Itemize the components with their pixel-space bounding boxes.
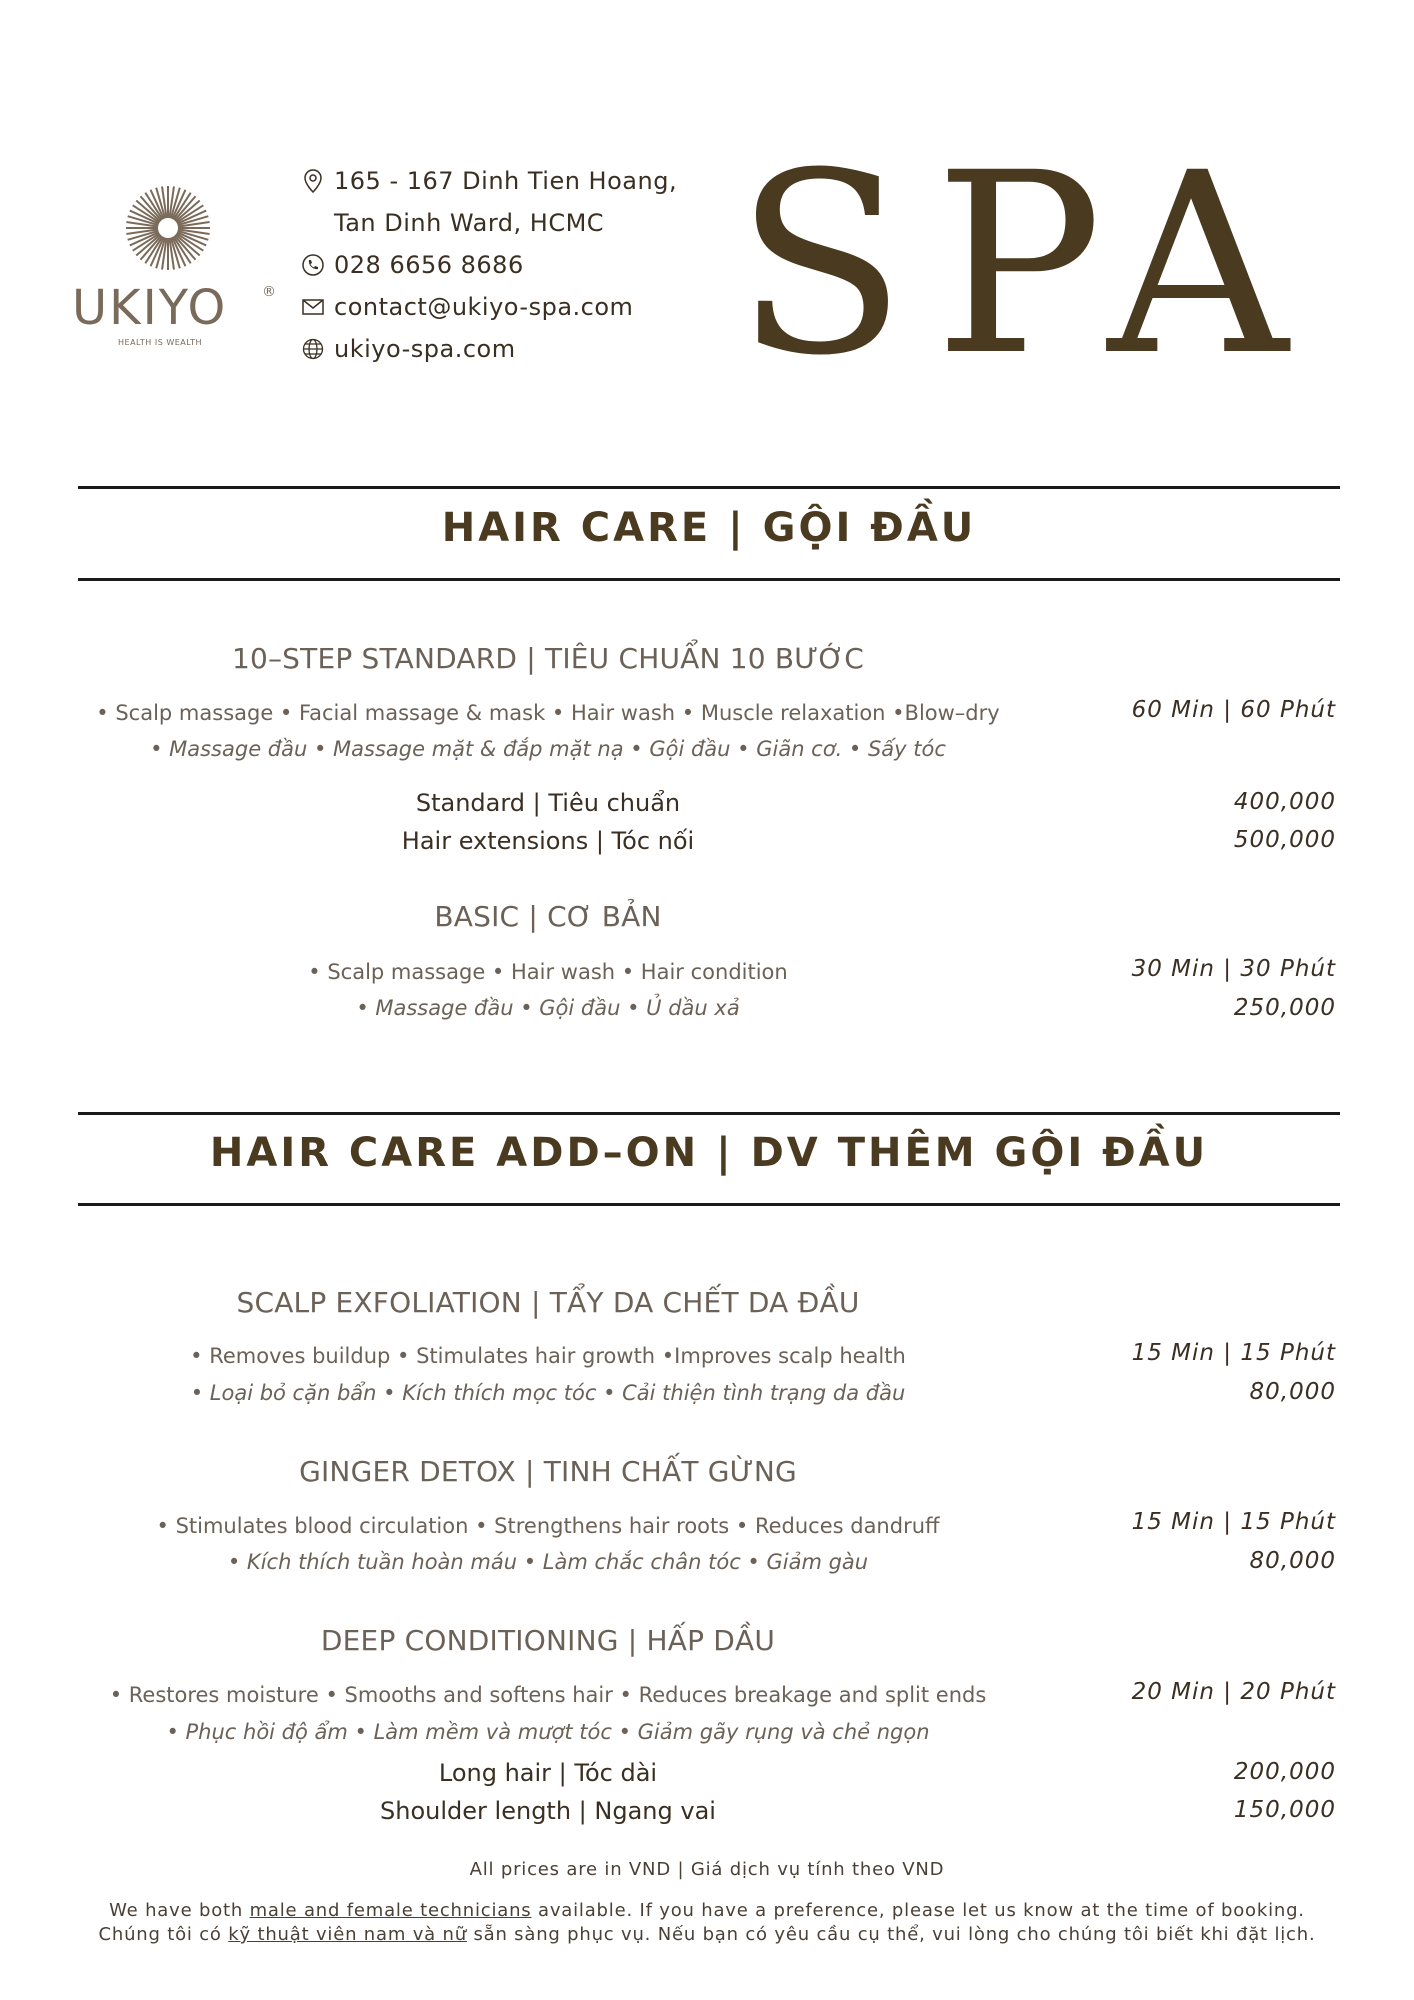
brand-tagline: HEALTH IS WEALTH (118, 338, 203, 347)
price-option-label: Standard | Tiêu chuẩn (415, 789, 681, 817)
technician-highlight: kỹ thuật viên nam và nữ (228, 1924, 467, 1945)
service-desc-en: • Removes buildup • Stimulates hair growth •Improves scalp health (190, 1344, 906, 1368)
technician-note-en: We have both male and female technicians available. If you have a preference, please let us know at the time of booking. (109, 1900, 1305, 1921)
service-desc-en: • Stimulates blood circulation • Strengthens hair roots • Reduces dandruff (156, 1514, 940, 1538)
service-duration: 60 Min | 60 Phút (1131, 697, 1336, 723)
service-desc-vi: • Kích thích tuần hoàn máu • Làm chắc chân tóc • Giảm gàu (227, 1550, 869, 1574)
divider (78, 578, 1340, 581)
service-duration: 30 Min | 30 Phút (1131, 956, 1336, 982)
brand-logo (60, 180, 290, 350)
phone-line (300, 244, 677, 286)
globe-icon (300, 338, 326, 360)
service-price: 250,000 (1233, 995, 1336, 1021)
sunburst-icon (60, 180, 290, 280)
technician-highlight: male and female technicians (249, 1900, 532, 1921)
brand-name: UKIYO (72, 280, 228, 336)
phone-icon (300, 254, 326, 276)
technician-note-vi: Chúng tôi có kỹ thuật viên nam và nữ sẵn sàng phục vụ. Nếu bạn có yêu cầu cụ thể, vui lòng cho chúng tôi biết khi đặt lịch. (98, 1924, 1316, 1945)
price-option-value: 200,000 (1233, 1759, 1336, 1785)
registered-mark: ® (262, 284, 276, 300)
service-duration: 15 Min | 15 Phút (1131, 1340, 1336, 1366)
phone-number[interactable]: 028 6656 8686 (334, 251, 524, 279)
divider (78, 486, 1340, 489)
service-price: 80,000 (1249, 1379, 1336, 1405)
price-option-label: Hair extensions | Tóc nối (401, 827, 695, 855)
address-line-2: Tan Dinh Ward, HCMC (334, 209, 605, 237)
price-option-value: 400,000 (1233, 789, 1336, 815)
service-desc-vi: • Massage đầu • Gội đầu • Ủ dầu xả (356, 996, 740, 1020)
service-title: BASIC | CƠ BẢN (434, 900, 662, 933)
service-desc-en: • Restores moisture • Smooths and softens hair • Reduces breakage and split ends (109, 1683, 987, 1707)
website-line (300, 328, 677, 370)
service-desc-en: • Scalp massage • Facial massage & mask • Hair wash • Muscle relaxation •Blow–dry (96, 701, 1000, 725)
price-option-value: 150,000 (1233, 1797, 1336, 1823)
service-duration: 15 Min | 15 Phút (1131, 1509, 1336, 1535)
service-duration: 20 Min | 20 Phút (1131, 1679, 1336, 1705)
mail-icon (300, 299, 326, 315)
service-title: 10–STEP STANDARD | TIÊU CHUẨN 10 BƯỚC (231, 642, 865, 675)
divider (78, 1203, 1340, 1206)
page-title: SPA (735, 119, 1317, 410)
price-option-label: Long hair | Tóc dài (438, 1759, 658, 1787)
service-desc-vi: • Loại bỏ cặn bẩn • Kích thích mọc tóc • Cải thiện tình trạng da đầu (190, 1381, 906, 1405)
service-title: GINGER DETOX | TINH CHẤT GỪNG (299, 1455, 797, 1488)
email-link[interactable]: contact@ukiyo-spa.com (334, 293, 634, 321)
service-title: SCALP EXFOLIATION | TẨY DA CHẾT DA ĐẦU (236, 1286, 860, 1319)
location-pin-icon (300, 169, 326, 193)
service-desc-en: • Scalp massage • Hair wash • Hair condition (308, 960, 788, 984)
service-price: 80,000 (1249, 1548, 1336, 1574)
currency-note: All prices are in VND | Giá dịch vụ tính theo VND (469, 1859, 945, 1880)
service-desc-vi: • Phục hồi độ ẩm • Làm mềm và mượt tóc • Giảm gãy rụng và chẻ ngọn (166, 1720, 930, 1744)
section-heading-hair-care: HAIR CARE | GỘI ĐẦU (441, 505, 977, 551)
service-title: DEEP CONDITIONING | HẤP DẦU (320, 1624, 776, 1657)
price-option-label: Shoulder length | Ngang vai (380, 1797, 716, 1825)
address-line-1: 165 - 167 Dinh Tien Hoang, (300, 160, 677, 202)
divider (78, 1112, 1340, 1115)
contact-block (300, 160, 677, 370)
section-heading-addon: HAIR CARE ADD–ON | DV THÊM GỘI ĐẦU (209, 1130, 1209, 1176)
website-link[interactable]: ukiyo-spa.com (334, 335, 516, 363)
email-line (300, 286, 677, 328)
price-option-value: 500,000 (1233, 827, 1336, 853)
service-desc-vi: • Massage đầu • Massage mặt & đắp mặt nạ • Gội đầu • Giãn cơ. • Sấy tóc (150, 737, 946, 761)
